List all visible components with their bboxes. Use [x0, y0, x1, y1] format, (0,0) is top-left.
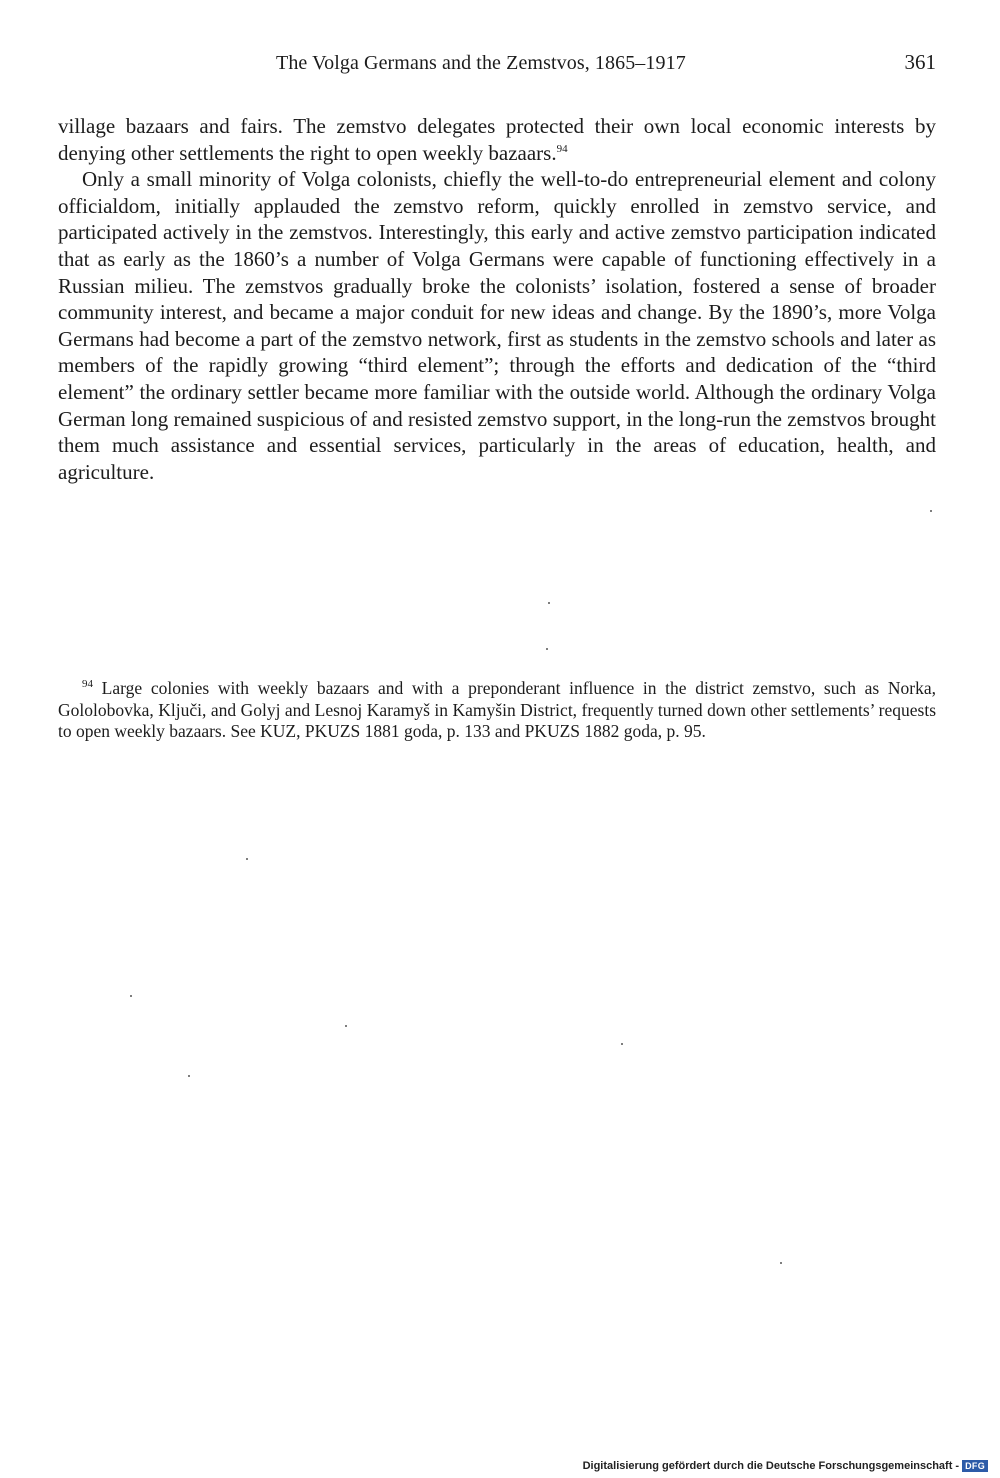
- scan-speck: [246, 858, 248, 860]
- main-text: [58, 113, 936, 485]
- footnote-number: 94: [82, 678, 93, 691]
- footnote-reference: 94: [556, 142, 568, 155]
- credit-text: Digitalisierung gefördert durch die Deutsche Forschungsgemeinschaft -: [582, 1460, 960, 1472]
- dfg-logo: DFG: [962, 1460, 988, 1472]
- scan-speck: [780, 1262, 782, 1264]
- footnote-text: Large colonies with weekly bazaars and with a preponderant influence in the district zemstvo, such as Norka, Gololobovka, Ključi, and Golyj and Lesnoj Karamyš in Kamyšin District, frequently turned down other settlements’ requests to open weekly bazaars. See KUZ, PKUZS 1881 goda, p. 133 and PKUZS 1882 goda, p. 95.: [58, 678, 936, 741]
- scan-speck: [130, 995, 132, 997]
- scan-speck: [548, 602, 550, 604]
- paragraph-2: Only a small minority of Volga colonists, chiefly the well-to-do entrepreneurial element and colony officialdom, initially applauded the zemstvo reform, quickly enrolled in zemstvo service, and participated actively in the zemstvos. Interestingly, this early and active zemstvo participation indicated that as early as the 1860’s a number of Volga Germans were capable of functioning effectively in a Russian milieu. The zemstvos gradually broke the colonists’ isolation, fostered a sense of broader community interest, and became a major conduit for new ideas and change. By the 1890’s, more Volga Germans had become a part of the zemstvo network, first as students in the zemstvo schools and later as members of the rapidly growing “third element”; through the efforts and dedication of the “third element” the ordinary settler became more familiar with the outside world. Although the ordinary Volga German long remained suspicious of and resisted zemstvo support, in the long-run the zemstvos brought them much assistance and essential services, particularly in the areas of education, health, and agriculture.: [58, 167, 936, 484]
- digitization-credit: [583, 1460, 988, 1472]
- scan-speck: [930, 510, 932, 512]
- page-number: 361: [904, 50, 936, 74]
- paragraph-1-text: village bazaars and fairs. The zemstvo delegates protected their own local economic interests by denying other settlements the right to open weekly bazaars.: [58, 114, 936, 165]
- scan-speck: [345, 1025, 347, 1027]
- scan-speck: [621, 1043, 623, 1045]
- paragraph-1: [58, 113, 936, 166]
- running-header: [58, 52, 936, 82]
- footnote: [58, 678, 936, 743]
- scan-speck: [546, 648, 548, 650]
- scan-speck: [188, 1075, 190, 1077]
- running-title: The Volga Germans and the Zemstvos, 1865–1917: [276, 52, 686, 74]
